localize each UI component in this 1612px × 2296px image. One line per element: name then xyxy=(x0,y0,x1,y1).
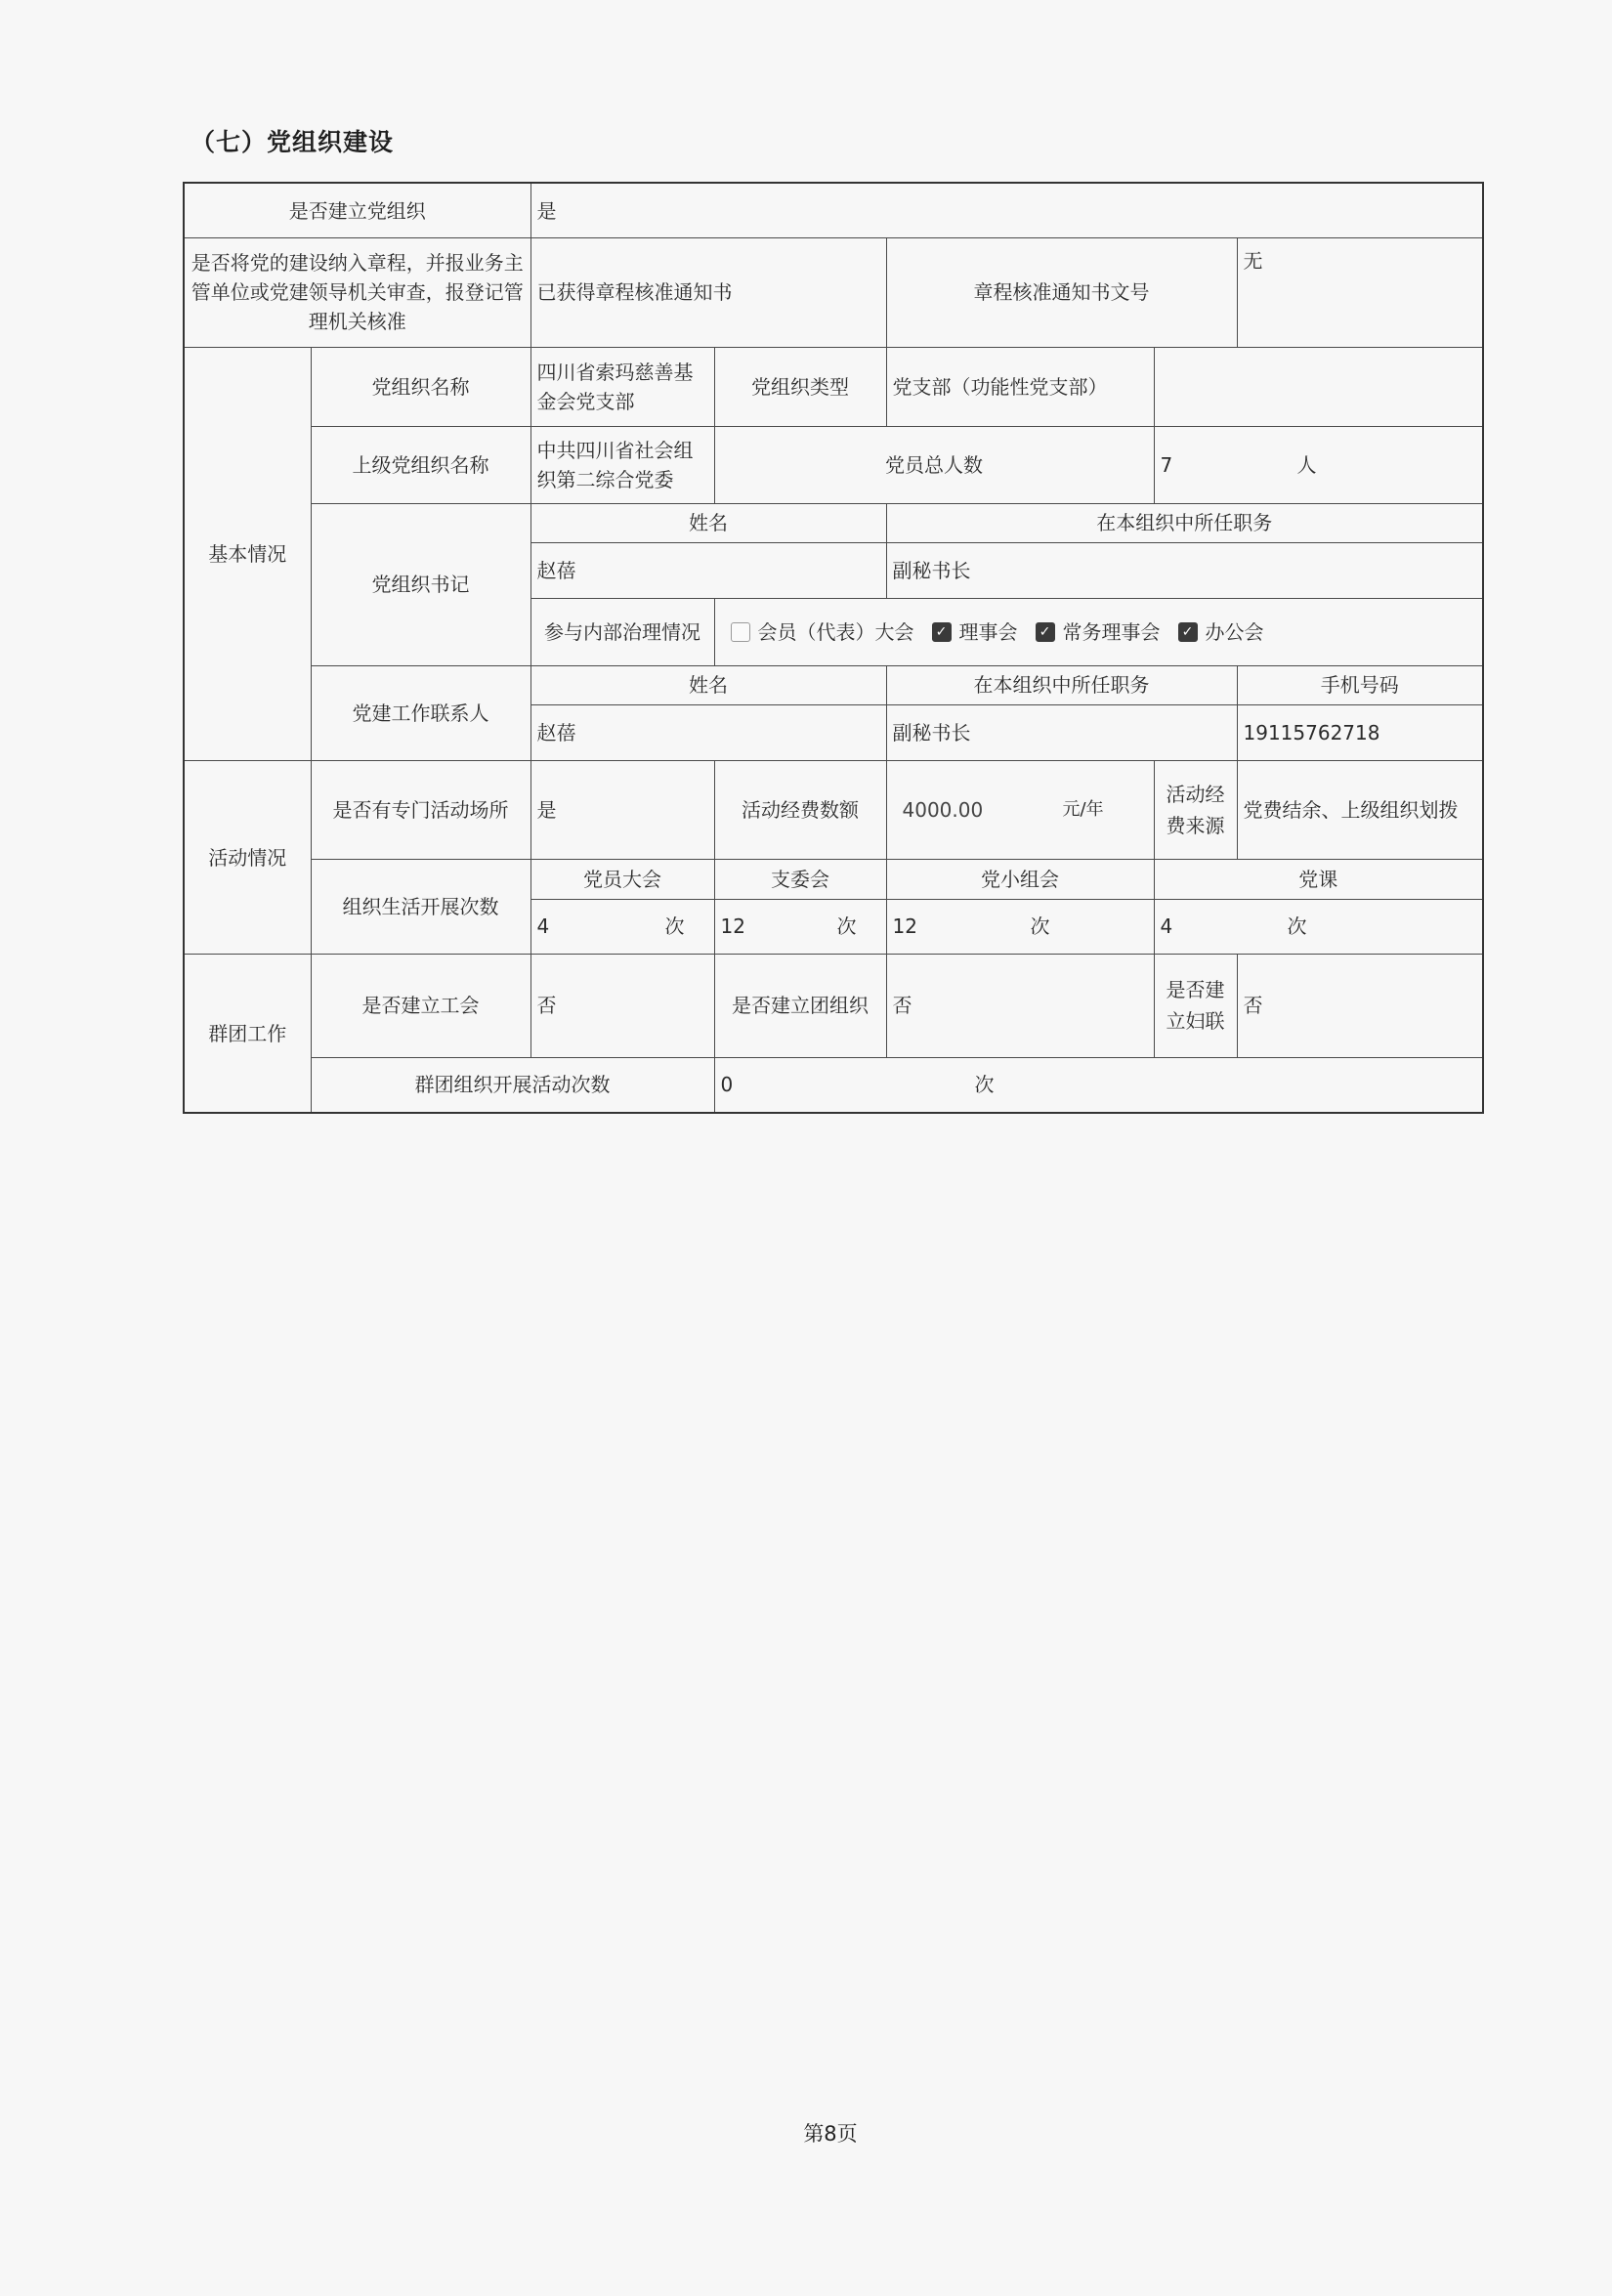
parent-org-value: 中共四川省社会组织第二综合党委 xyxy=(530,426,714,503)
established-value: 是 xyxy=(530,183,1483,238)
established-label: 是否建立党组织 xyxy=(184,183,530,238)
count-unit: 次 xyxy=(1030,914,1050,939)
governance-option-standing-board[interactable]: ✓ 常务理事会 xyxy=(1036,617,1161,647)
count-header-general: 党员大会 xyxy=(530,860,714,900)
secretary-name: 赵蓓 xyxy=(530,543,886,599)
count-header-committee: 支委会 xyxy=(714,860,886,900)
union-label: 是否建立工会 xyxy=(311,955,530,1057)
count-general-cell xyxy=(530,899,714,955)
contact-label: 党建工作联系人 xyxy=(311,665,530,760)
contact-position-header: 在本组织中所任职务 xyxy=(886,665,1237,705)
org-type-value: 党支部（功能性党支部） xyxy=(886,347,1154,426)
mass-activity-count-value: 0 xyxy=(720,1073,734,1097)
contact-phone-header: 手机号码 xyxy=(1237,665,1483,705)
checkbox-checked-icon[interactable]: ✓ xyxy=(932,622,952,642)
contact-name-header: 姓名 xyxy=(530,665,886,705)
youth-value: 否 xyxy=(886,955,1154,1057)
funding-unit: 元/年 xyxy=(1062,798,1104,820)
members-value: 7 xyxy=(1160,452,1173,477)
count-lecture-cell xyxy=(1154,899,1483,955)
governance-option-office-meeting[interactable]: ✓ 办公会 xyxy=(1178,617,1264,647)
page-number: 第8页 xyxy=(803,2122,858,2146)
contact-phone: 19115762718 xyxy=(1237,705,1483,761)
mass-group-label: 群团工作 xyxy=(184,955,311,1113)
count-header-group: 党小组会 xyxy=(886,860,1154,900)
count-header-lecture: 党课 xyxy=(1154,860,1483,900)
members-cell xyxy=(1154,426,1483,503)
count-unit: 次 xyxy=(664,914,685,939)
count-group-value: 12 xyxy=(892,914,917,939)
governance-option-board[interactable]: ✓ 理事会 xyxy=(932,617,1018,647)
mass-activity-count-cell xyxy=(714,1057,1483,1113)
count-unit: 次 xyxy=(1287,914,1307,939)
count-lecture-value: 4 xyxy=(1160,914,1173,939)
members-unit: 人 xyxy=(1296,452,1317,477)
checkbox-checked-icon[interactable]: ✓ xyxy=(1178,622,1198,642)
org-name-label: 党组织名称 xyxy=(311,347,530,426)
count-committee-cell xyxy=(714,899,886,955)
charter-value: 已获得章程核准通知书 xyxy=(530,238,886,347)
governance-options xyxy=(714,598,1483,665)
union-value: 否 xyxy=(530,955,714,1057)
count-general-value: 4 xyxy=(536,914,550,939)
secretary-label: 党组织书记 xyxy=(311,503,530,665)
org-type-blank xyxy=(1154,347,1483,426)
basic-group-label: 基本情况 xyxy=(184,347,311,760)
count-label: 组织生活开展次数 xyxy=(311,860,530,955)
members-label: 党员总人数 xyxy=(714,426,1154,503)
charter-doc-label: 章程核准通知书文号 xyxy=(886,238,1237,347)
funding-cell xyxy=(886,760,1154,859)
contact-name: 赵蓓 xyxy=(530,705,886,761)
charter-doc-value: 无 xyxy=(1237,238,1483,347)
checkbox-checked-icon[interactable]: ✓ xyxy=(1036,622,1055,642)
section-title: （七）党组织建设 xyxy=(191,128,395,156)
org-name-value: 四川省索玛慈善基金会党支部 xyxy=(530,347,714,426)
secretary-name-header: 姓名 xyxy=(530,503,886,543)
parent-org-label: 上级党组织名称 xyxy=(311,426,530,503)
women-label: 是否建立妇联 xyxy=(1154,955,1237,1057)
women-value: 否 xyxy=(1237,955,1483,1057)
source-value: 党费结余、上级组织划拨 xyxy=(1237,760,1483,859)
checkbox-unchecked-icon[interactable] xyxy=(731,622,750,642)
venue-label: 是否有专门活动场所 xyxy=(311,760,530,859)
contact-position: 副秘书长 xyxy=(886,705,1237,761)
mass-activity-count-label: 群团组织开展活动次数 xyxy=(311,1057,714,1113)
funding-value: 4000.00 xyxy=(902,797,984,822)
secretary-position: 副秘书长 xyxy=(886,543,1483,599)
count-group-cell xyxy=(886,899,1154,955)
governance-label: 参与内部治理情况 xyxy=(530,598,714,665)
venue-value: 是 xyxy=(530,760,714,859)
source-label: 活动经费来源 xyxy=(1154,760,1237,859)
party-organization-table xyxy=(183,182,1484,1114)
funding-label: 活动经费数额 xyxy=(714,760,886,859)
org-type-label: 党组织类型 xyxy=(714,347,886,426)
activity-group-label: 活动情况 xyxy=(184,760,311,954)
count-unit: 次 xyxy=(836,914,857,939)
secretary-position-header: 在本组织中所任职务 xyxy=(886,503,1483,543)
mass-activity-count-unit: 次 xyxy=(974,1073,995,1097)
governance-option-general-assembly[interactable]: 会员（代表）大会 xyxy=(731,617,914,647)
count-committee-value: 12 xyxy=(720,914,745,939)
youth-label: 是否建立团组织 xyxy=(714,955,886,1057)
charter-label: 是否将党的建设纳入章程，并报业务主管单位或党建领导机关审查，报登记管理机关核准 xyxy=(184,238,530,347)
